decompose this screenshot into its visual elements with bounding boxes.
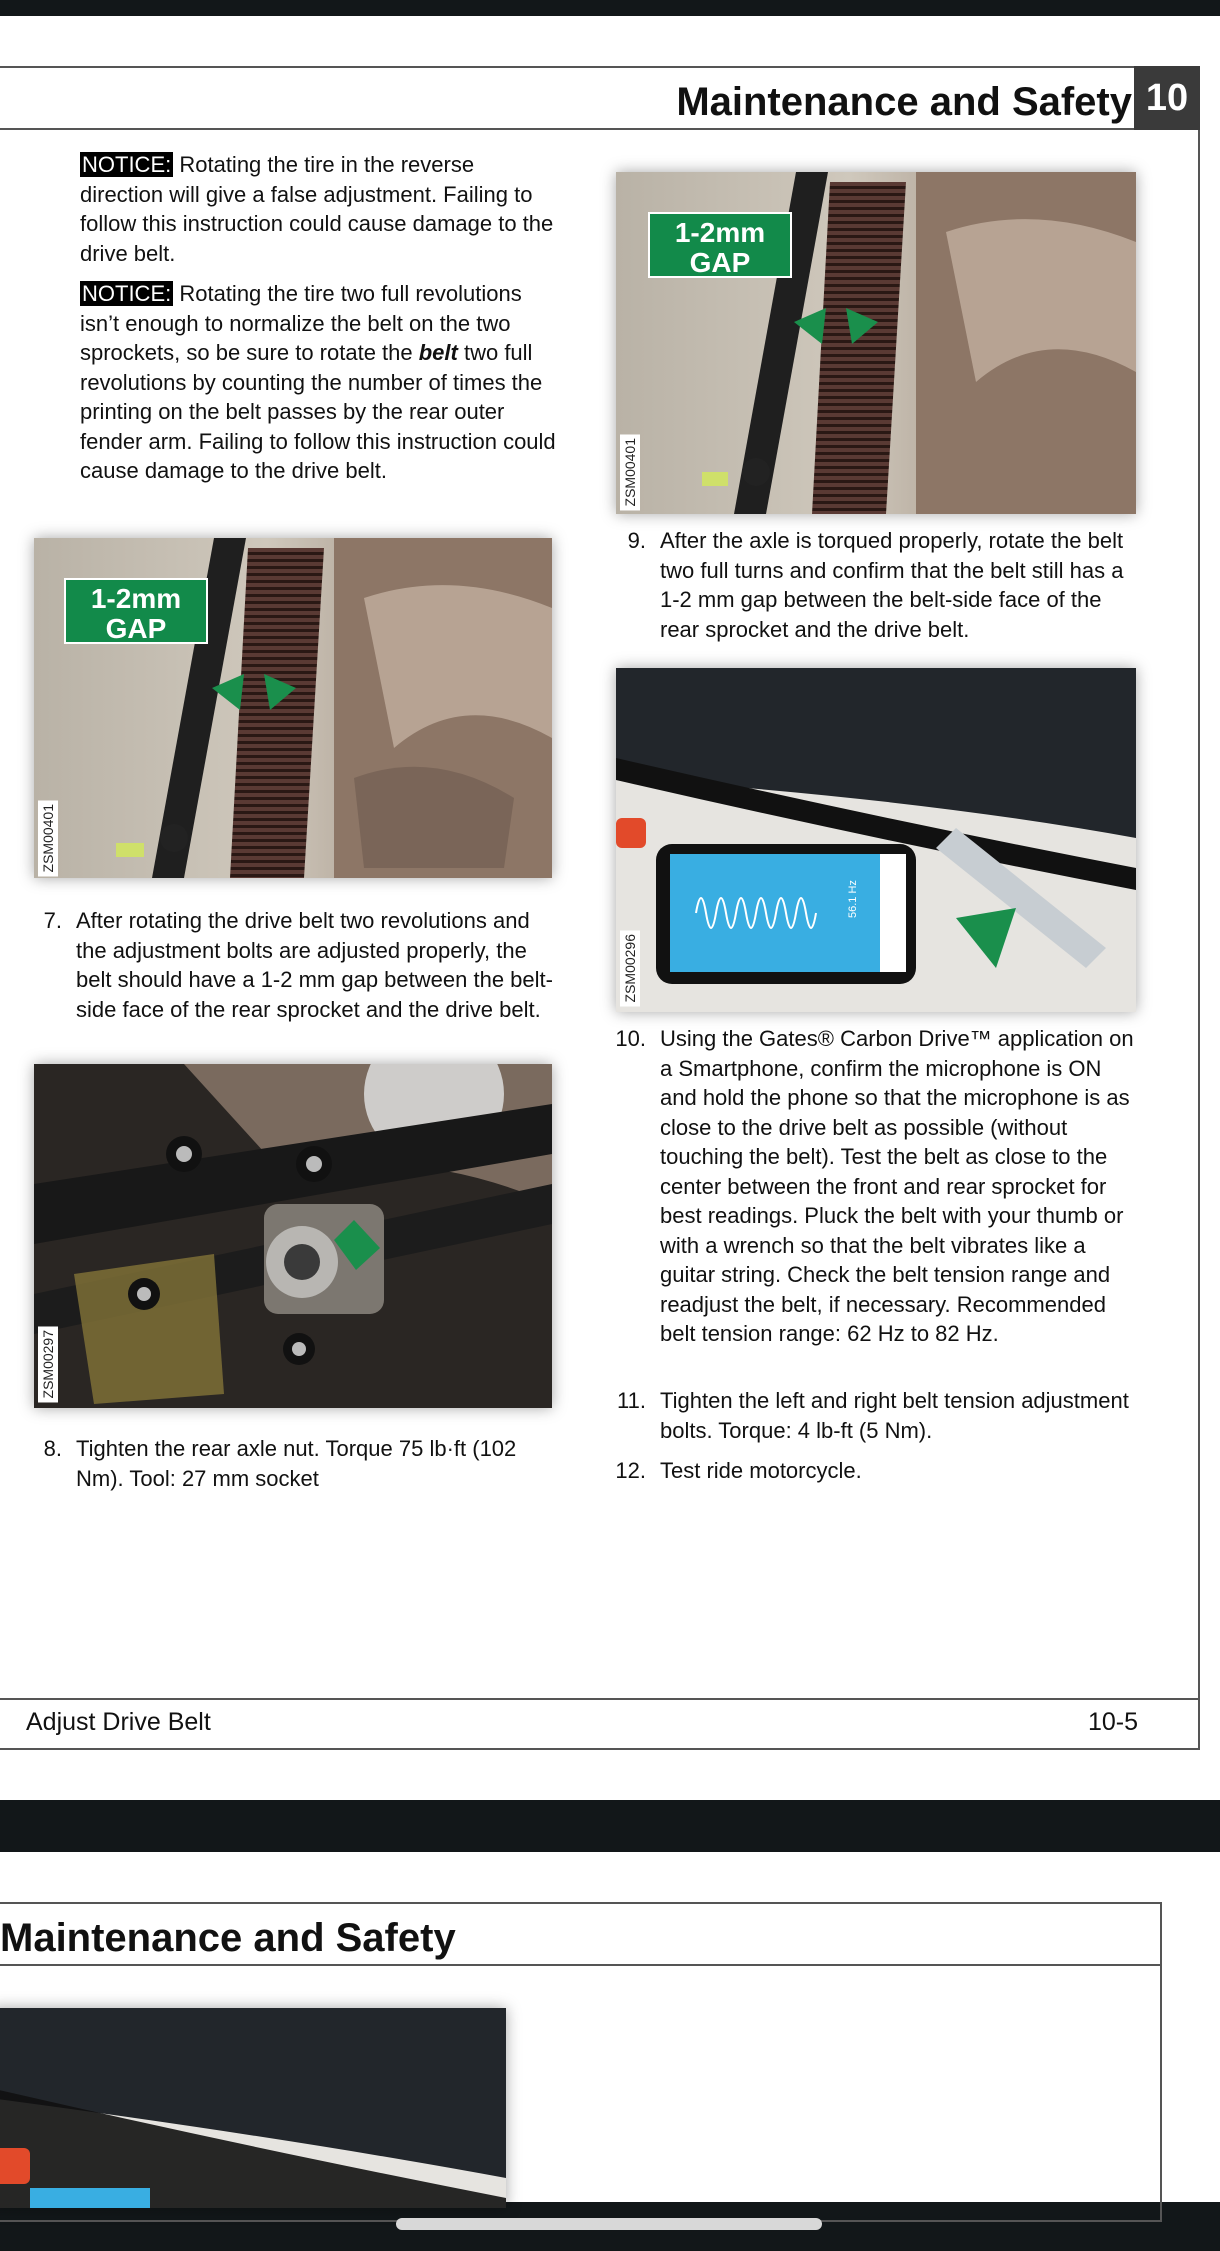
frequency-reading: 56.1 Hz bbox=[847, 880, 859, 918]
step-10 bbox=[604, 1024, 1144, 1384]
gap-callout-line2: GAP bbox=[105, 613, 167, 644]
figure-id: ZSM00296 bbox=[620, 930, 640, 1006]
belt-gap-photo-after-torque bbox=[616, 172, 1136, 514]
footer-section-title: Adjust Drive Belt bbox=[26, 1708, 211, 1736]
rear-axle-photo bbox=[34, 1064, 552, 1408]
notice-paragraph-2 bbox=[80, 279, 558, 486]
figure-id: ZSM00401 bbox=[620, 434, 640, 510]
manual-page-10-5 bbox=[0, 16, 1220, 1800]
rear-axle-illustration bbox=[34, 1064, 552, 1408]
gap-callout-line1: 1-2mm bbox=[674, 217, 766, 248]
figure-id: ZSM00401 bbox=[38, 800, 58, 876]
step-text: Using the Gates® Carbon Drive™ application on a Smartphone, confirm the microphone is ON and hold the phone so that the microphone is as close to the drive belt as possible (without touching the belt). Test the belt as close to the center between the front and rear sprocket for best readings. Pluck the belt with your thumb or with a wrench so that the belt vibrates like a guitar string. Check the belt tension range and readjust the belt, if necessary. Recommended belt tension range: 62 Hz to 82 Hz. bbox=[660, 1026, 1134, 1346]
step-12 bbox=[604, 1456, 1144, 1486]
step-7 bbox=[20, 906, 560, 1056]
step-number: 7. bbox=[43, 908, 62, 933]
gap-callout-label bbox=[648, 212, 792, 278]
phone-app-photo bbox=[616, 668, 1136, 1012]
notice-text: two full revolutions by counting the number of times the printing on the belt passes by the rear outer fender arm. Failing to follow this instruction could cause damage to the drive belt. bbox=[80, 340, 556, 483]
notice-text: Rotating the tire in the reverse direction will give a false adjustment. Failing to follow this instruction could cause damage to the drive belt. bbox=[80, 152, 554, 266]
figure-id: ZSM00297 bbox=[38, 1326, 58, 1402]
phone-app-photo-partial bbox=[0, 2008, 506, 2208]
step-number: 10. bbox=[615, 1026, 646, 1051]
step-8 bbox=[20, 1434, 560, 1494]
notice-text: Rotating the tire two full revolutions isn’t enough to normalize the belt on the two sprockets, so be sure to rotate the bbox=[80, 281, 522, 365]
footer-page-number: 10-5 bbox=[1088, 1708, 1139, 1736]
notice-emphasis: belt bbox=[418, 340, 458, 365]
step-number: 11. bbox=[617, 1388, 646, 1413]
page-header-title: Maintenance and Safety bbox=[676, 80, 1132, 124]
manual-page-next bbox=[0, 1852, 1220, 2202]
step-text: Tighten the rear axle nut. Torque 75 lb·ft (102 Nm). Tool: 27 mm socket bbox=[76, 1436, 517, 1491]
step-text: After the axle is torqued properly, rotate the belt two full turns and confirm that the belt still has a 1-2 mm gap between the belt-side face of the rear sprocket and the drive belt. bbox=[660, 528, 1124, 642]
home-indicator[interactable] bbox=[396, 2218, 822, 2230]
notice-label: NOTICE: bbox=[82, 152, 172, 177]
step-number: 8. bbox=[43, 1436, 62, 1461]
footer-divider bbox=[0, 1698, 1200, 1700]
step-text: After rotating the drive belt two revolutions and the adjustment bolts are adjusted properly, the belt should have a 1-2 mm gap between the belt-side face of the rear sprocket and the drive belt. bbox=[76, 908, 553, 1022]
notice-label: NOTICE: bbox=[82, 281, 172, 306]
step-number: 12. bbox=[615, 1458, 646, 1483]
step-text: Test ride motorcycle. bbox=[660, 1458, 862, 1483]
notice-paragraph-1 bbox=[80, 150, 558, 268]
gap-callout-line2: GAP bbox=[689, 247, 751, 278]
step-text: Tighten the left and right belt tension adjustment bolts. Torque: 4 lb-ft (5 Nm). bbox=[660, 1388, 1129, 1443]
step-11 bbox=[604, 1386, 1144, 1446]
gap-callout-label bbox=[64, 578, 208, 644]
phone-app-illustration bbox=[616, 668, 1136, 1012]
chapter-number-tab: 10 bbox=[1134, 66, 1200, 130]
phone-app-illustration bbox=[0, 2008, 506, 2208]
gap-callout-line1: 1-2mm bbox=[90, 583, 182, 614]
step-9 bbox=[604, 526, 1144, 646]
step-number: 9. bbox=[627, 528, 646, 553]
page-header-title: Maintenance and Safety bbox=[0, 1916, 456, 1960]
belt-gap-photo bbox=[34, 538, 552, 878]
